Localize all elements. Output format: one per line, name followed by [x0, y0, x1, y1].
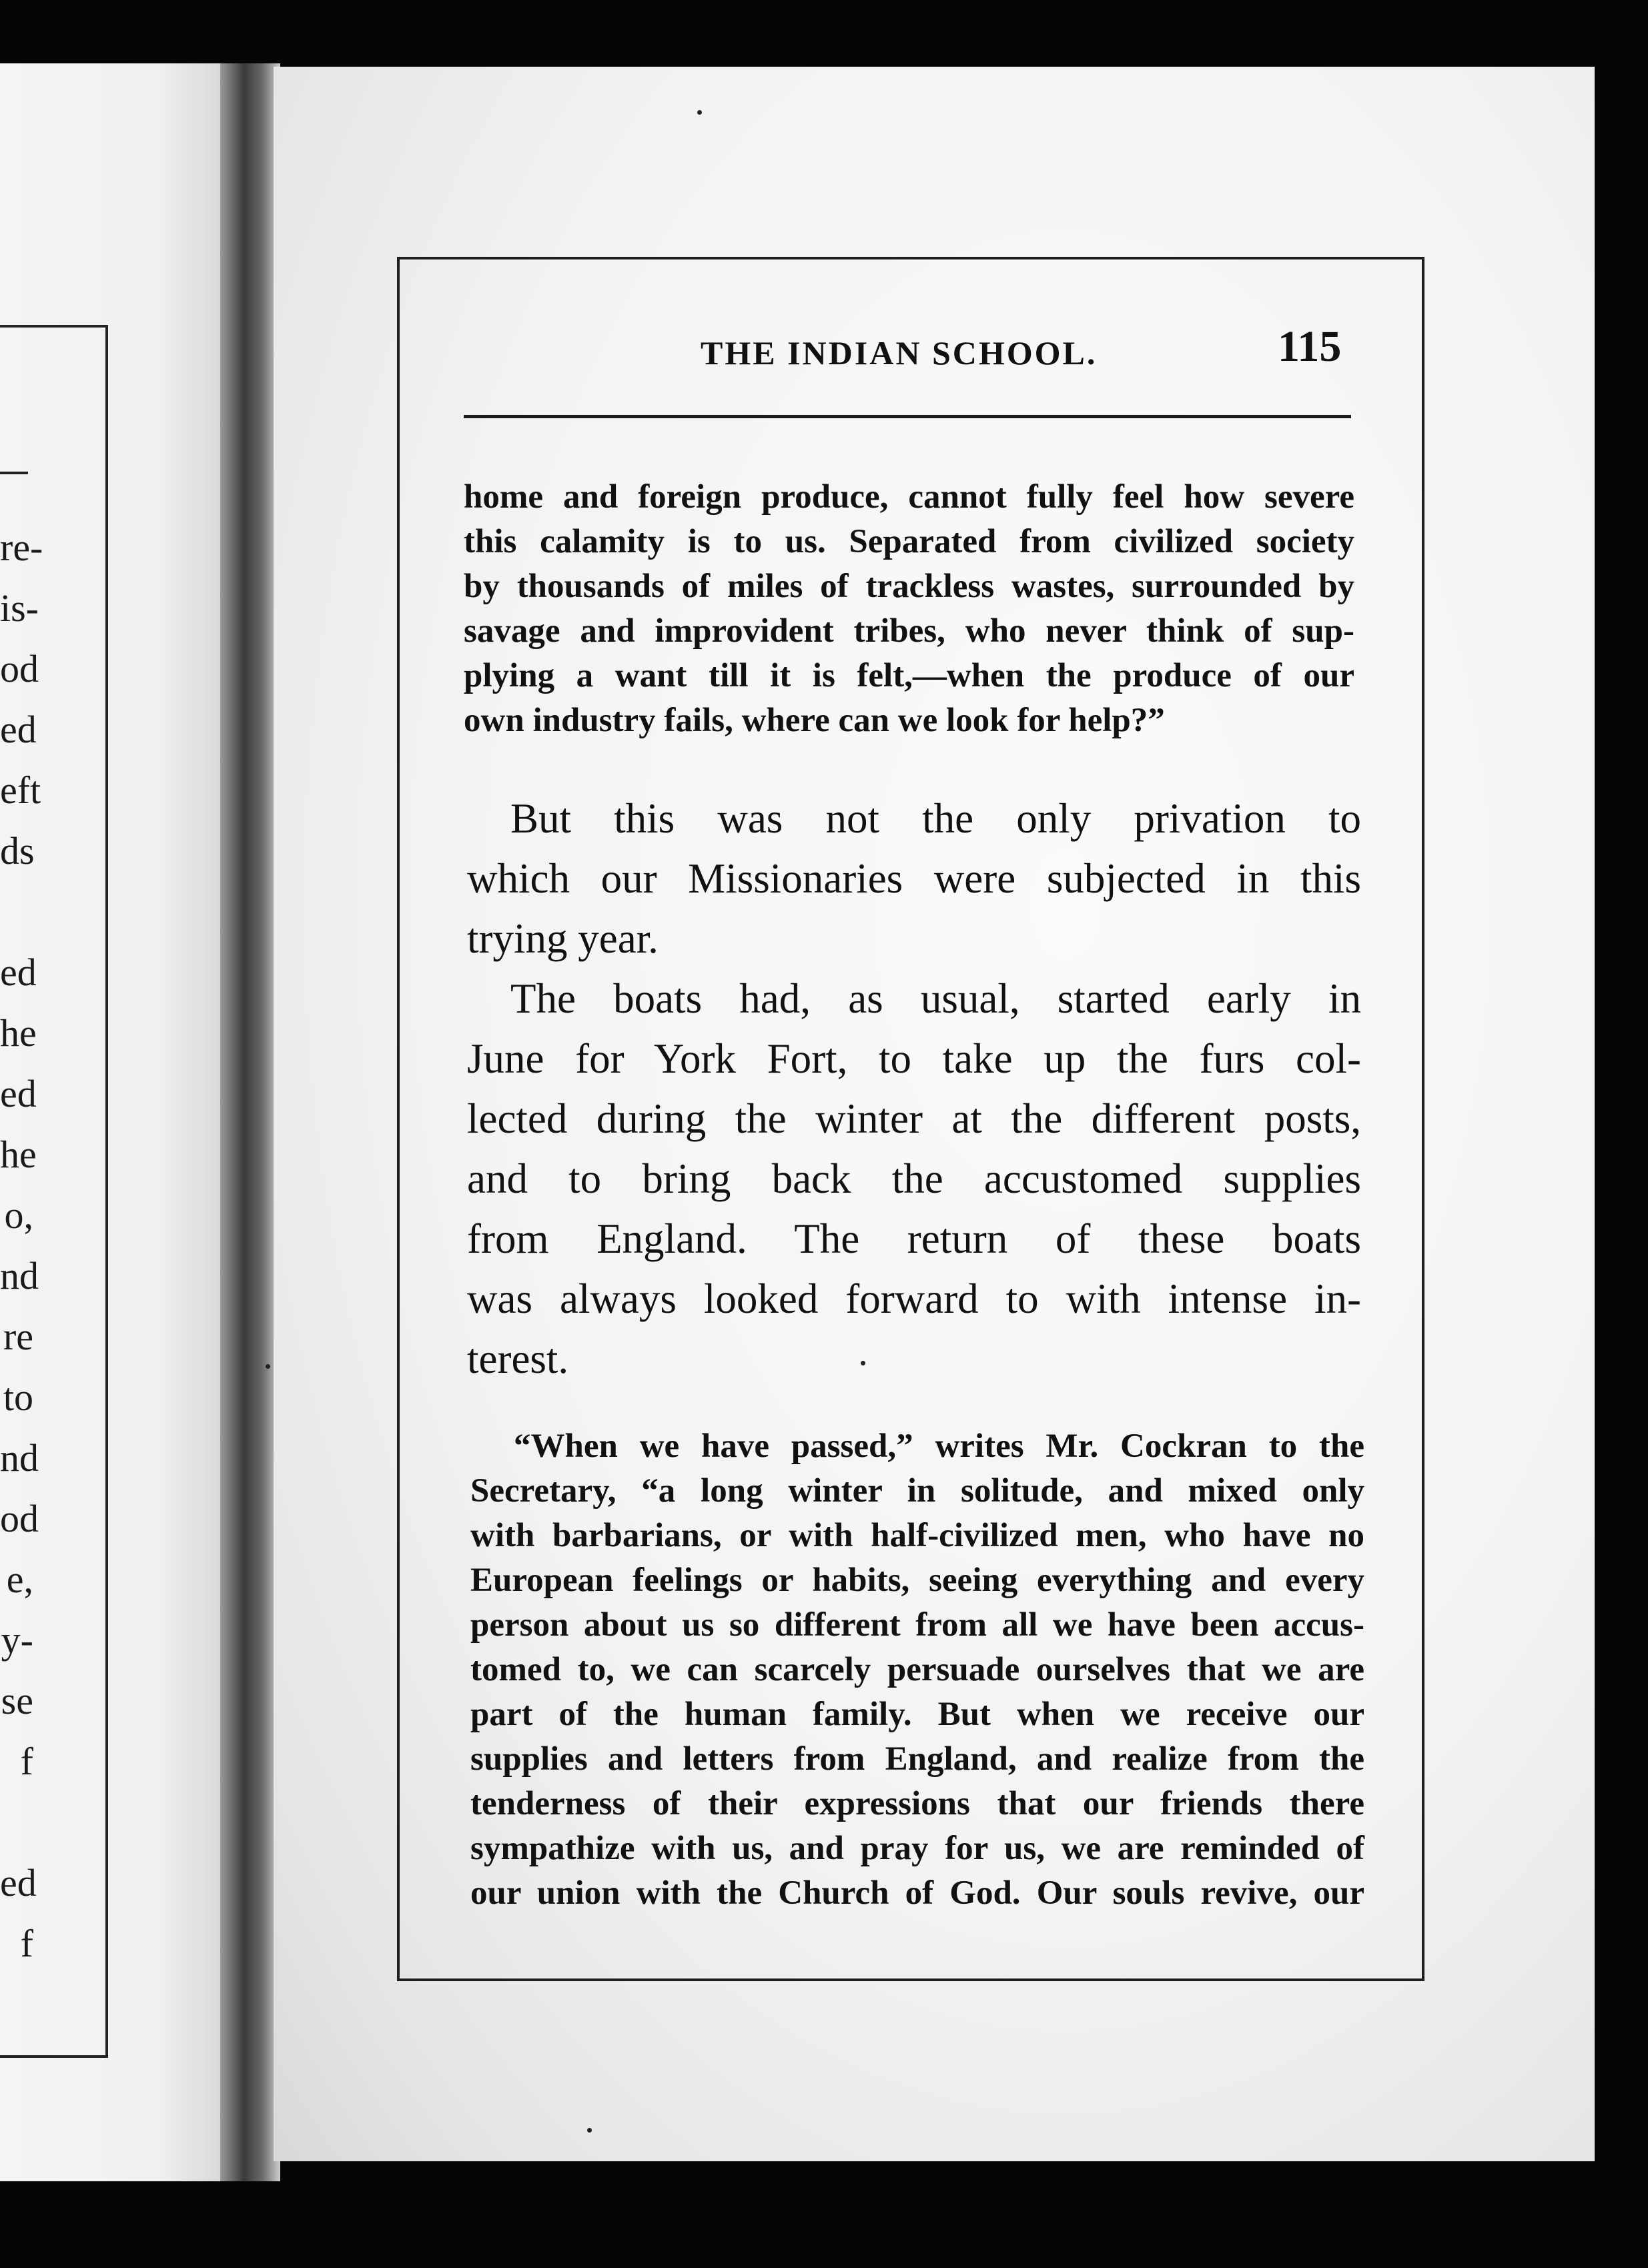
header-rule: [464, 415, 1351, 418]
left-page-fragment: od: [0, 647, 39, 690]
quote-1-line: own industry fails, where can we look for help?”: [464, 702, 1165, 739]
quote-2-line: with barbarians, or with half-civilized men, who have no: [470, 1517, 1364, 1554]
ink-speck: [266, 1364, 270, 1369]
quote-2-line: tenderness of their expressions that our friends there: [470, 1785, 1364, 1822]
paragraph-2-line: was always looked forward to with intense in-: [467, 1275, 1361, 1322]
body-text: [467, 788, 1361, 1389]
paragraph-2-line: terest.: [467, 1335, 569, 1382]
quote-1-line: by thousands of miles of trackless wastes, surrounded by: [464, 568, 1354, 605]
left-page-fragment: o,: [4, 1193, 33, 1237]
left-page-fragment: eft: [0, 768, 41, 812]
quote-1-line: home and foreign produce, cannot fully feel how severe: [464, 478, 1354, 516]
quote-2-line: sympathize with us, and pray for us, we are reminded of: [470, 1830, 1364, 1867]
ink-speck: [861, 1361, 865, 1365]
left-page-fragment: nd: [0, 1436, 39, 1480]
paragraph-2-line: from England. The return of these boats: [467, 1215, 1361, 1262]
quote-2-line: “When we have passed,” writes Mr. Cockran to the: [514, 1428, 1364, 1465]
left-page-fragment: nd: [0, 1254, 39, 1297]
paragraph-1-line: trying year.: [467, 915, 659, 962]
quote-2-line: Secretary, “a long winter in solitude, and mixed only: [470, 1472, 1364, 1510]
quote-2-line: our union with the Church of God. Our souls revive, our: [470, 1874, 1364, 1912]
left-page-fragment: y-: [1, 1618, 33, 1662]
left-page-fragment: e,: [6, 1558, 33, 1601]
left-page-fragment: se: [1, 1679, 33, 1722]
quotation-block-1: [464, 475, 1354, 743]
left-page-fragment: ed: [0, 951, 37, 994]
quote-2-line: part of the human family. But when we receive our: [470, 1696, 1364, 1733]
quote-1-line: this calamity is to us. Separated from civilized society: [464, 523, 1354, 560]
left-page-fragment: f: [20, 1922, 33, 1965]
page-number: 115: [1278, 322, 1342, 371]
quote-2-line: person about us so different from all we have been accus-: [470, 1606, 1364, 1644]
paragraph-2-line: lected during the winter at the different posts,: [467, 1095, 1361, 1142]
paragraph-2-line: The boats had, as usual, started early in: [510, 975, 1361, 1022]
left-page-fragment: ed: [0, 708, 37, 751]
quote-1-line: plying a want till it is felt,—when the produce of our: [464, 657, 1354, 694]
left-page-fragment: is-: [0, 586, 39, 630]
ink-speck: [587, 2128, 592, 2133]
left-page-fragment: ds: [0, 829, 35, 873]
quote-1-line: savage and improvident tribes, who never think of sup-: [464, 612, 1354, 650]
ink-speck: [697, 110, 702, 115]
left-page-fragment: [0, 881, 107, 942]
left-page-head-rule: [0, 472, 28, 474]
quote-2-line: tomed to, we can scarcely persuade ourselves that we are: [470, 1651, 1364, 1688]
quotation-block-2: [470, 1424, 1364, 1916]
left-page-fragment: he: [0, 1133, 37, 1176]
left-page-fragment: to: [3, 1375, 33, 1419]
quote-2-line: European feelings or habits, seeing everything and every: [470, 1562, 1364, 1599]
book-gutter: [220, 63, 280, 2181]
paragraph-2-line: and to bring back the accustomed supplies: [467, 1155, 1361, 1202]
left-page-fragment: re: [3, 1315, 33, 1358]
paragraph-2-line: June for York Fort, to take up the furs col-: [467, 1035, 1361, 1082]
running-head: THE INDIAN SCHOOL.: [701, 334, 1098, 372]
paragraph-1-line: But this was not the only privation to: [510, 795, 1361, 842]
paragraph-1-line: which our Missionaries were subjected in this: [467, 855, 1361, 902]
left-page-fragment: he: [0, 1011, 37, 1055]
left-page-fragment: f: [20, 1740, 33, 1783]
left-page-fragment: od: [0, 1497, 39, 1540]
left-page-text-fragments: [0, 517, 107, 1974]
left-page-fragment: ed: [0, 1072, 37, 1115]
left-page-fragment: [0, 1792, 107, 1852]
quote-2-line: supplies and letters from England, and realize from the: [470, 1740, 1364, 1778]
left-page-fragment: re-: [0, 526, 43, 569]
left-page-fragment: ed: [0, 1861, 37, 1904]
